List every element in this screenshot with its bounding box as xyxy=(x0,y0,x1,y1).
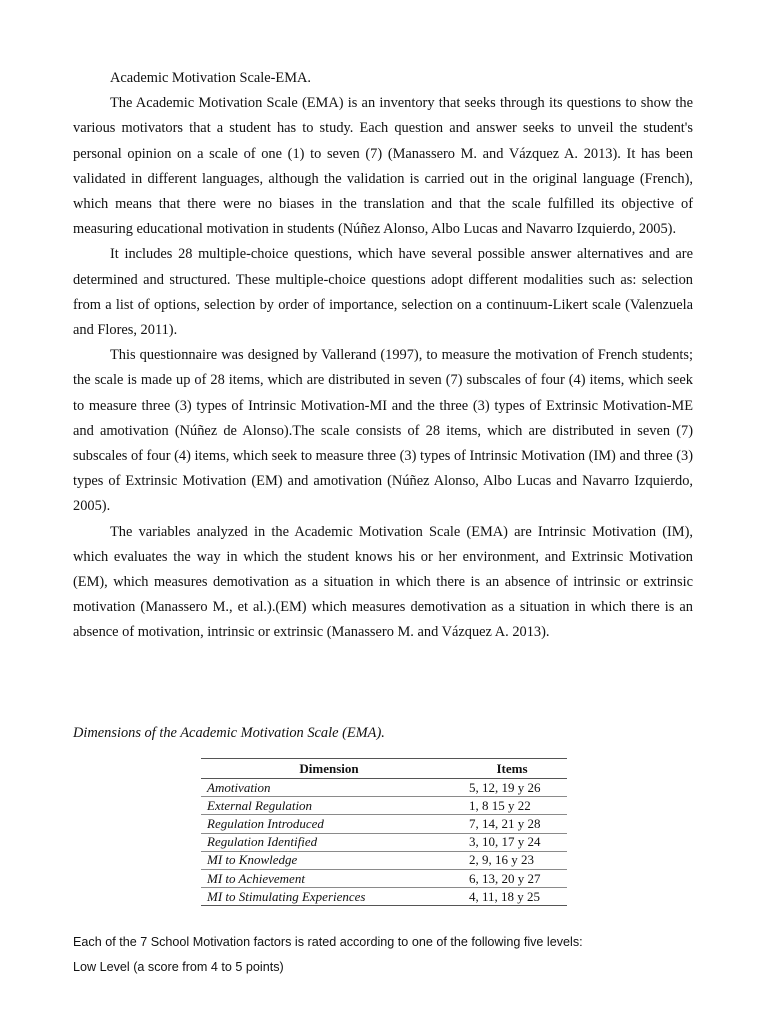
items-cell: 7, 14, 21 y 28 xyxy=(457,815,567,833)
header-dimension: Dimension xyxy=(201,759,457,779)
text-line: Low Level (a score from 4 to 5 points) xyxy=(73,960,284,974)
paragraph: This questionnaire was designed by Vallerand (1997), to measure the motivation of French students; the scale is made up of 28 items, which are distributed in seven (7) subscales of four (4) items, which seek to measure three (3) types of Intrinsic Motivation-MI and the three (3) types of Extrinsic Motivation-ME and amotivation (Núñez de Alonso).The scale consists of 28 items, which are distributed in seven (7) subscales of four (4) items, which seek to measure three (3) types of Intrinsic Motivation (IM) and three (3) types of Extrinsic Motivation (EM) and amotivation (Núñez Alonso, Albo Lucas and Navarro Izquierdo, 2005). xyxy=(73,347,693,515)
paragraph: The Academic Motivation Scale (EMA) is an inventory that seeks through its questions to show the various motivators that a student has to study. Each question and answer seeks to unveil the student's personal opinion on a scale of one (1) to seven (7) (Manassero M. and Vázquez A. 2013). It has been validated in different languages, although the validation is carried out in the original language (French), which means that there were no biases in the translation and that the scale fulfilled its objective of measuring educational motivation in students (Núñez Alonso, Albo Lucas and Navarro Izquierdo, 2005). xyxy=(73,95,693,238)
items-cell: 4, 11, 18 y 25 xyxy=(457,888,567,906)
table-row xyxy=(201,815,567,833)
table-header-row xyxy=(201,759,567,779)
table-row xyxy=(201,797,567,815)
dimensions-table xyxy=(201,758,567,906)
section-heading: Academic Motivation Scale-EMA. xyxy=(110,70,312,86)
items-cell: 1, 8 15 y 22 xyxy=(457,797,567,815)
dimension-cell: Regulation Identified xyxy=(201,833,457,851)
items-cell: 6, 13, 20 y 27 xyxy=(457,869,567,887)
dimension-cell: MI to Achievement xyxy=(201,869,457,887)
table-row xyxy=(201,833,567,851)
after-table-text xyxy=(73,930,713,980)
dimension-cell: MI to Knowledge xyxy=(201,851,457,869)
items-cell: 5, 12, 19 y 26 xyxy=(457,779,567,797)
table-row xyxy=(201,851,567,869)
dimension-cell: External Regulation xyxy=(201,797,457,815)
items-cell: 2, 9, 16 y 23 xyxy=(457,851,567,869)
table-row xyxy=(201,869,567,887)
text-line: Each of the 7 School Motivation factors is rated according to one of the following five levels: xyxy=(73,935,583,949)
paragraph: It includes 28 multiple-choice questions, which have several possible answer alternatives and are determined and structured. These multiple-choice questions adopt different modalities such as: selection from a list of options, selection by order of importance, selection on a continuum-Likert scale (Valenzuela and Flores, 2011). xyxy=(73,246,693,339)
items-cell: 3, 10, 17 y 24 xyxy=(457,833,567,851)
table-row xyxy=(201,779,567,797)
table-row xyxy=(201,888,567,906)
header-items: Items xyxy=(457,759,567,779)
table-caption: Dimensions of the Academic Motivation Scale (EMA). xyxy=(73,725,385,741)
paragraph: The variables analyzed in the Academic Motivation Scale (EMA) are Intrinsic Motivation (IM), which evaluates the way in which the student knows his or her environment, and Extrinsic Motivation (EM), which measures demotivation as a situation in which there is an absence of intrinsic or extrinsic motivation (Manassero M., et al.).(EM) which measures demotivation as a situation in which there is an absence of motivation, intrinsic or extrinsic (Manassero M. and Vázquez A. 2013). xyxy=(73,523,693,641)
dimension-cell: Regulation Introduced xyxy=(201,815,457,833)
dimension-cell: Amotivation xyxy=(201,779,457,797)
body-text xyxy=(73,66,693,646)
dimension-cell: MI to Stimulating Experiences xyxy=(201,888,457,906)
